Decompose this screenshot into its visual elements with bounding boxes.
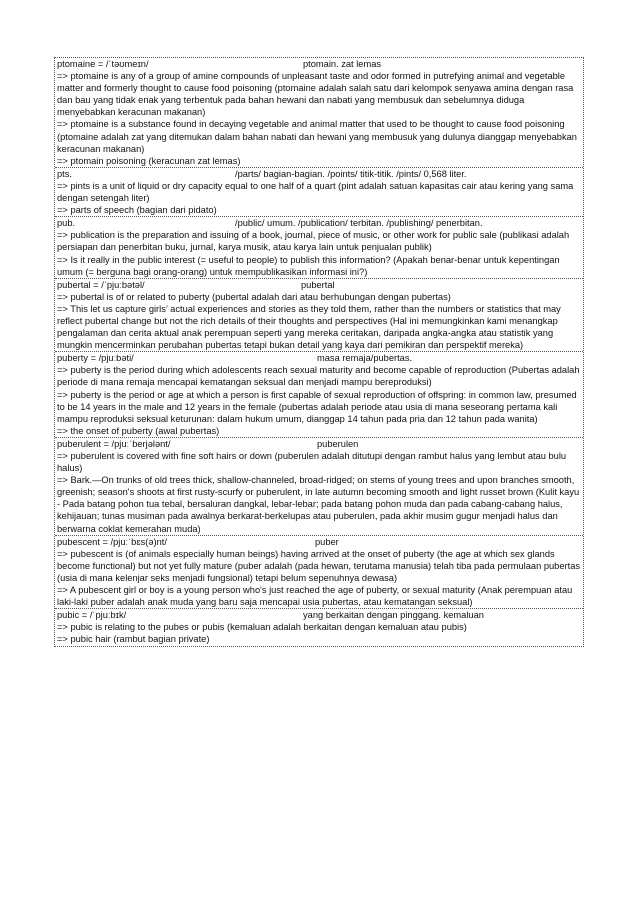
entry-headline [57,168,581,180]
definition-line: => Is it really in the public interest (= useful to people) to publish this information? (Apakah benar-benar untuk kepentingan umum (= berguna bagi orang-orang) untuk mempublikasikan informasi ini?) [57,254,560,277]
definition-line: => Bark.—On trunks of old trees thick, shallow-channeled, broad-ridged; on stems of young trees and upon branches smooth, greenish; season's shoots at first rusty-scurfy or puberulent, in late autumn becoming smooth and light russet brown (Kulit kayu - Pada batang pohon tua tebal, bersaluran dangkal, lebar-lebar; pada batang pohon muda dan pada cabang-cabang halus, kehijauan; tunas musiman pada awalnya berkarat-berkelupas atau puberulen, pada akhir musim gugur menjadi halus dan berwarna coklat kemerahan muda) [57,475,580,534]
entry-pubic [55,609,583,645]
definition-line: => pints is a unit of liquid or dry capacity equal to one half of a quart (pint adalah satuan kapasitas cair atau kering yang sama dengan setengah liter) [57,180,574,204]
entry-headline [57,536,581,548]
headword: pub. [57,218,76,229]
definition-line: => pubertal is of or related to puberty (pubertal adalah dari atau berhubungan dengan pubertas) [57,291,451,302]
entry-ptomaine [55,58,583,168]
entry-pts [55,168,583,217]
gloss: /public/ umum. /publication/ terbitan. /publishing/ penerbitan. [235,218,483,229]
gloss: puberulen [317,438,359,449]
gloss: masa remaja/pubertas. [317,353,413,364]
entry-puberulent [55,438,583,536]
definition-line: => pubic hair (rambut bagian private) [57,634,210,645]
entry-headline [57,609,581,621]
gloss: ptomain. zat lemas [303,59,382,69]
definition-line: => puberulent is covered with fine soft hairs or down (puberulen adalah ditutupi dengan rambut halus yang lembut atau bulu halus) [57,451,567,474]
headword: puberty = /pjuːbəti/ [57,353,134,364]
headword: pts. [57,168,72,179]
dictionary-table [54,57,584,647]
entry-headline [57,352,581,364]
definition-line: => puberty is the period or age at which a person is first capable of sexual reproduction of offspring: in common law, presumed to be 14 years in the male and 12 years in the female (pubertas adalah periode atau usia di mana seseorang pertama kali mampu reproduksi seksual keturunan: dalam hukum umum, dianggap 14 tahun pada pria dan 12 tahun pada wanita) [57,389,577,424]
gloss: /parts/ bagian-bagian. /points/ titik-titik. /pints/ 0,568 liter. [235,168,467,179]
definition-line: => publication is the preparation and issuing of a book, journal, piece of music, or other work for public sale (publikasi adalah persiapan dan penerbitan buku, jurnal, karya musik, atau karya lain untuk penjualan publik) [57,230,570,253]
entry-pub [55,217,583,278]
definition-line: => This let us capture girls’ actual experiences and stories as they told them, rather than the numbers or statistics that may reflect pubertal change but not the rich details of their thoughts and perspectives (Hal ini memungkinkan kami menangkap pengalaman dan cerita aktual anak perempuan seperti yang mereka ceritakan, daripada angka-angka atau statistik yang mungkin mencerminkan perubahan pubertas tetapi bukan detail yang kaya dari pemikiran dan perspektif mereka) [57,303,561,351]
headword: pubescent = /pjuːˈbɛs(ə)nt/ [57,536,167,547]
definition-line: => ptomain poisoning (keracunan zat lemas) [57,155,241,166]
headword: pubic = /ˈpjuːbɪk/ [57,610,127,621]
definition-line: => ptomaine is any of a group of amine compounds of unpleasant taste and odor formed in putrefying animal and vegetable matter and formerly thought to cause food poisoning (ptomaine adalah salah satu dari kelompok senyawa amina dengan rasa dan bau yang tidak enak yang terbentuk pada bahan hewani dan nabati yang membusuk dan sebelumnya diduga menyebabkan keracunan makanan) [57,71,574,118]
definition-line: => puberty is the period during which adolescents reach sexual maturity and become capable of reproduction (Pubertas adalah periode di mana remaja mencapai kematangan seksual dan menjadi mampu bereproduksi) [57,365,580,388]
entry-headline [57,217,581,229]
definition-line: => ptomaine is a substance found in decaying vegetable and animal matter that used to be thought to cause food poisoning (ptomaine adalah zat yang ditemukan dalam bahan nabati dan hewani yang membusuk yang dulunya dianggap menyebabkan keracunan makanan) [57,119,577,154]
entry-headline [57,58,581,70]
entry-headline [57,438,581,450]
definition-line: => the onset of puberty (awal pubertas) [57,425,220,436]
headword: pubertal = /ˈpjuːbətəl/ [57,279,145,290]
definition-line: => pubescent is (of animals especially human beings) having arrived at the onset of puberty (the age at which sex glands become functional) but not yet fully mature (puber adalah (pada hewan, terutama manusia) telah tiba pada permulaan pubertas (usia di mana kelenjar seks menjadi fungsional) tetapi belum sepenuhnya dewasa) [57,548,581,583]
entry-pubescent [55,536,583,610]
headword: puberulent = /pjuːˈberjələnt/ [57,438,171,449]
gloss: puber [315,536,339,547]
gloss: yang berkaitan dengan pinggang. kemaluan [303,610,484,621]
gloss: pubertal [301,279,335,290]
definition-line: => parts of speech (bagian dari pidato) [57,205,217,216]
definition-line: => pubic is relating to the pubes or pubis (kemaluan adalah berkaitan dengan kemaluan atau pubis) [57,622,467,633]
entry-pubertal [55,279,583,353]
headword: ptomaine = /ˈtəʊmeɪn/ [57,59,149,69]
entry-puberty [55,352,583,438]
definition-line: => A pubescent girl or boy is a young person who's just reached the age of puberty, or sexual maturity (Anak perempuan atau laki-laki puber adalah anak muda yang baru saja mencapai usia pubertas, atau kematangan seksual) [57,585,573,608]
entry-headline [57,279,581,291]
